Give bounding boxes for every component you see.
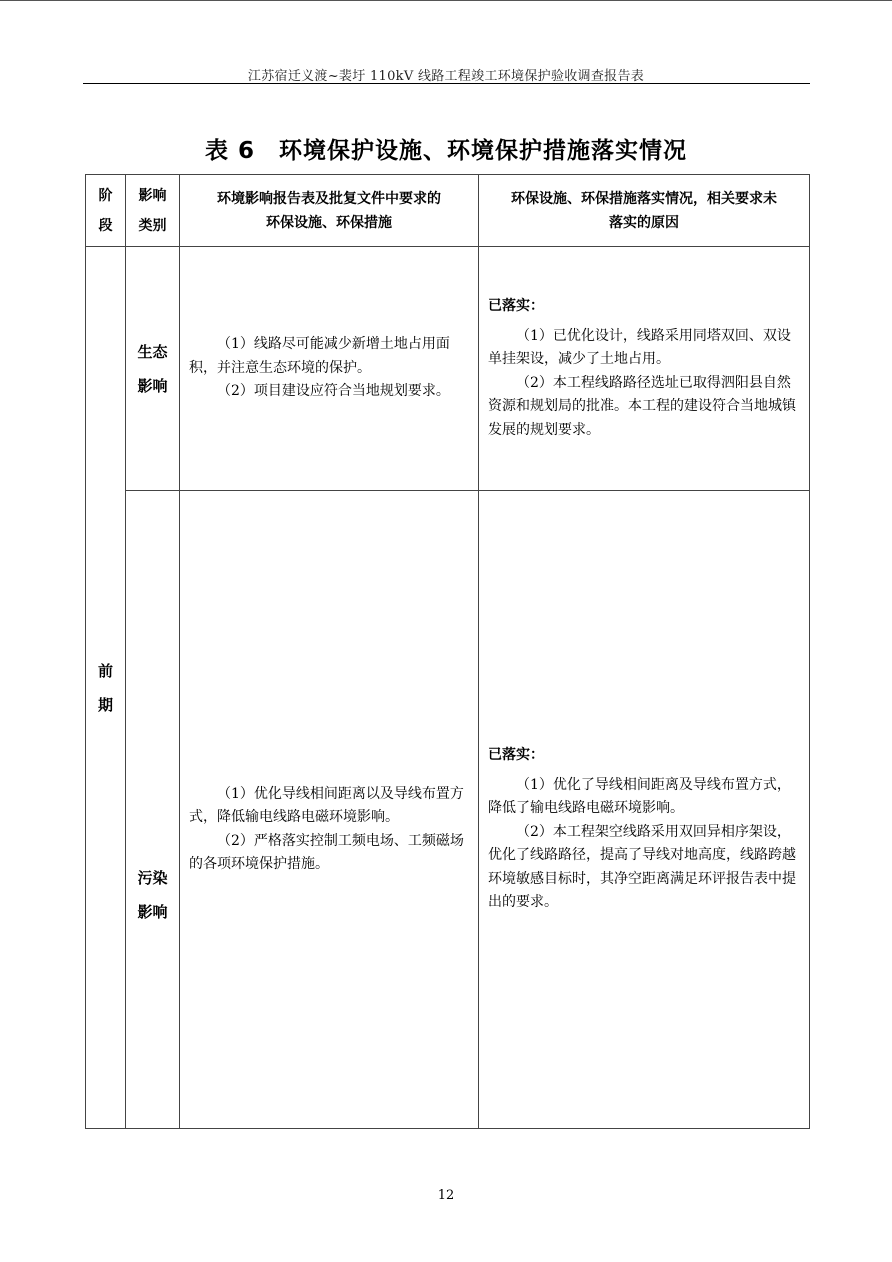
impact-type-line1: 污染 <box>137 868 168 887</box>
table-header-row <box>86 175 810 247</box>
column-header-requirements-line1: 环境影响报告表及批复文件中要求的 <box>217 190 441 207</box>
impact-type-line2: 影响 <box>137 376 168 395</box>
implementation-cell <box>479 491 810 1129</box>
running-header: 江苏宿迁义渡~裴圩 110kV 线路工程竣工环境保护验收调查报告表 <box>247 69 645 84</box>
impact-type-line1: 生态 <box>137 342 168 361</box>
implementation-item: （2）本工程线路路径选址已取得泗阳县自然资源和规划局的批准。本工程的建设符合当地城镇发展的规划要求。 <box>488 374 796 438</box>
status-label: 已落实： <box>488 298 544 314</box>
impact-type-cell <box>126 491 180 1129</box>
column-header-stage-bottom: 段 <box>98 217 113 234</box>
implementation-item: （2）本工程架空线路采用双回异相序架设，优化了线路路径，提高了导线对地高度，线路跨越环境敏感目标时，其净空距离满足环评报告表中提出的要求。 <box>488 823 796 911</box>
table-row <box>86 247 810 491</box>
implementation-item: （1）优化了导线相间距离及导线布置方式，降低了输电线路电磁环境影响。 <box>488 776 791 817</box>
column-header-implementation <box>479 175 810 247</box>
impact-type-cell <box>126 247 180 491</box>
header-rule <box>83 83 810 84</box>
measures-table <box>85 174 810 1129</box>
column-header-implementation-line1: 环保设施、环保措施落实情况，相关要求未 <box>511 190 777 207</box>
column-header-type <box>126 175 180 247</box>
stage-char-2: 期 <box>97 695 113 714</box>
implementation-item: （1）已优化设计，线路采用同塔双回、双设单挂架设，减少了土地占用。 <box>488 327 791 367</box>
stage-char-1: 前 <box>97 661 113 680</box>
column-header-type-top: 影响 <box>138 187 167 204</box>
requirement-item: （2）项目建设应符合当地规划要求。 <box>217 383 450 400</box>
status-label: 已落实： <box>488 747 544 764</box>
column-header-implementation-line2: 落实的原因 <box>609 214 679 231</box>
impact-type-line2: 影响 <box>137 902 168 921</box>
requirements-cell <box>180 491 479 1129</box>
column-header-stage <box>86 175 126 247</box>
requirement-item: （1）优化导线相间距离以及导线布置方式，降低输电线路电磁环境影响。 <box>189 785 464 825</box>
stage-cell <box>86 247 126 1129</box>
table-row <box>86 491 810 1129</box>
top-border-line <box>0 0 892 1</box>
column-header-requirements <box>180 175 479 247</box>
page-number: 12 <box>437 1188 455 1203</box>
requirement-item: （1）线路尽可能减少新增土地占用面积，并注意生态环境的保护。 <box>189 336 450 376</box>
table-title: 表 6 环境保护设施、环境保护措施落实情况 <box>204 138 687 164</box>
column-header-requirements-line2: 环保设施、环保措施 <box>266 214 392 231</box>
implementation-cell <box>479 247 810 491</box>
requirements-cell <box>180 247 479 491</box>
requirement-item: （2）严格落实控制工频电场、工频磁场的各项环境保护措施。 <box>189 832 464 872</box>
column-header-stage-top: 阶 <box>98 187 113 204</box>
column-header-type-bottom: 类别 <box>138 217 167 234</box>
